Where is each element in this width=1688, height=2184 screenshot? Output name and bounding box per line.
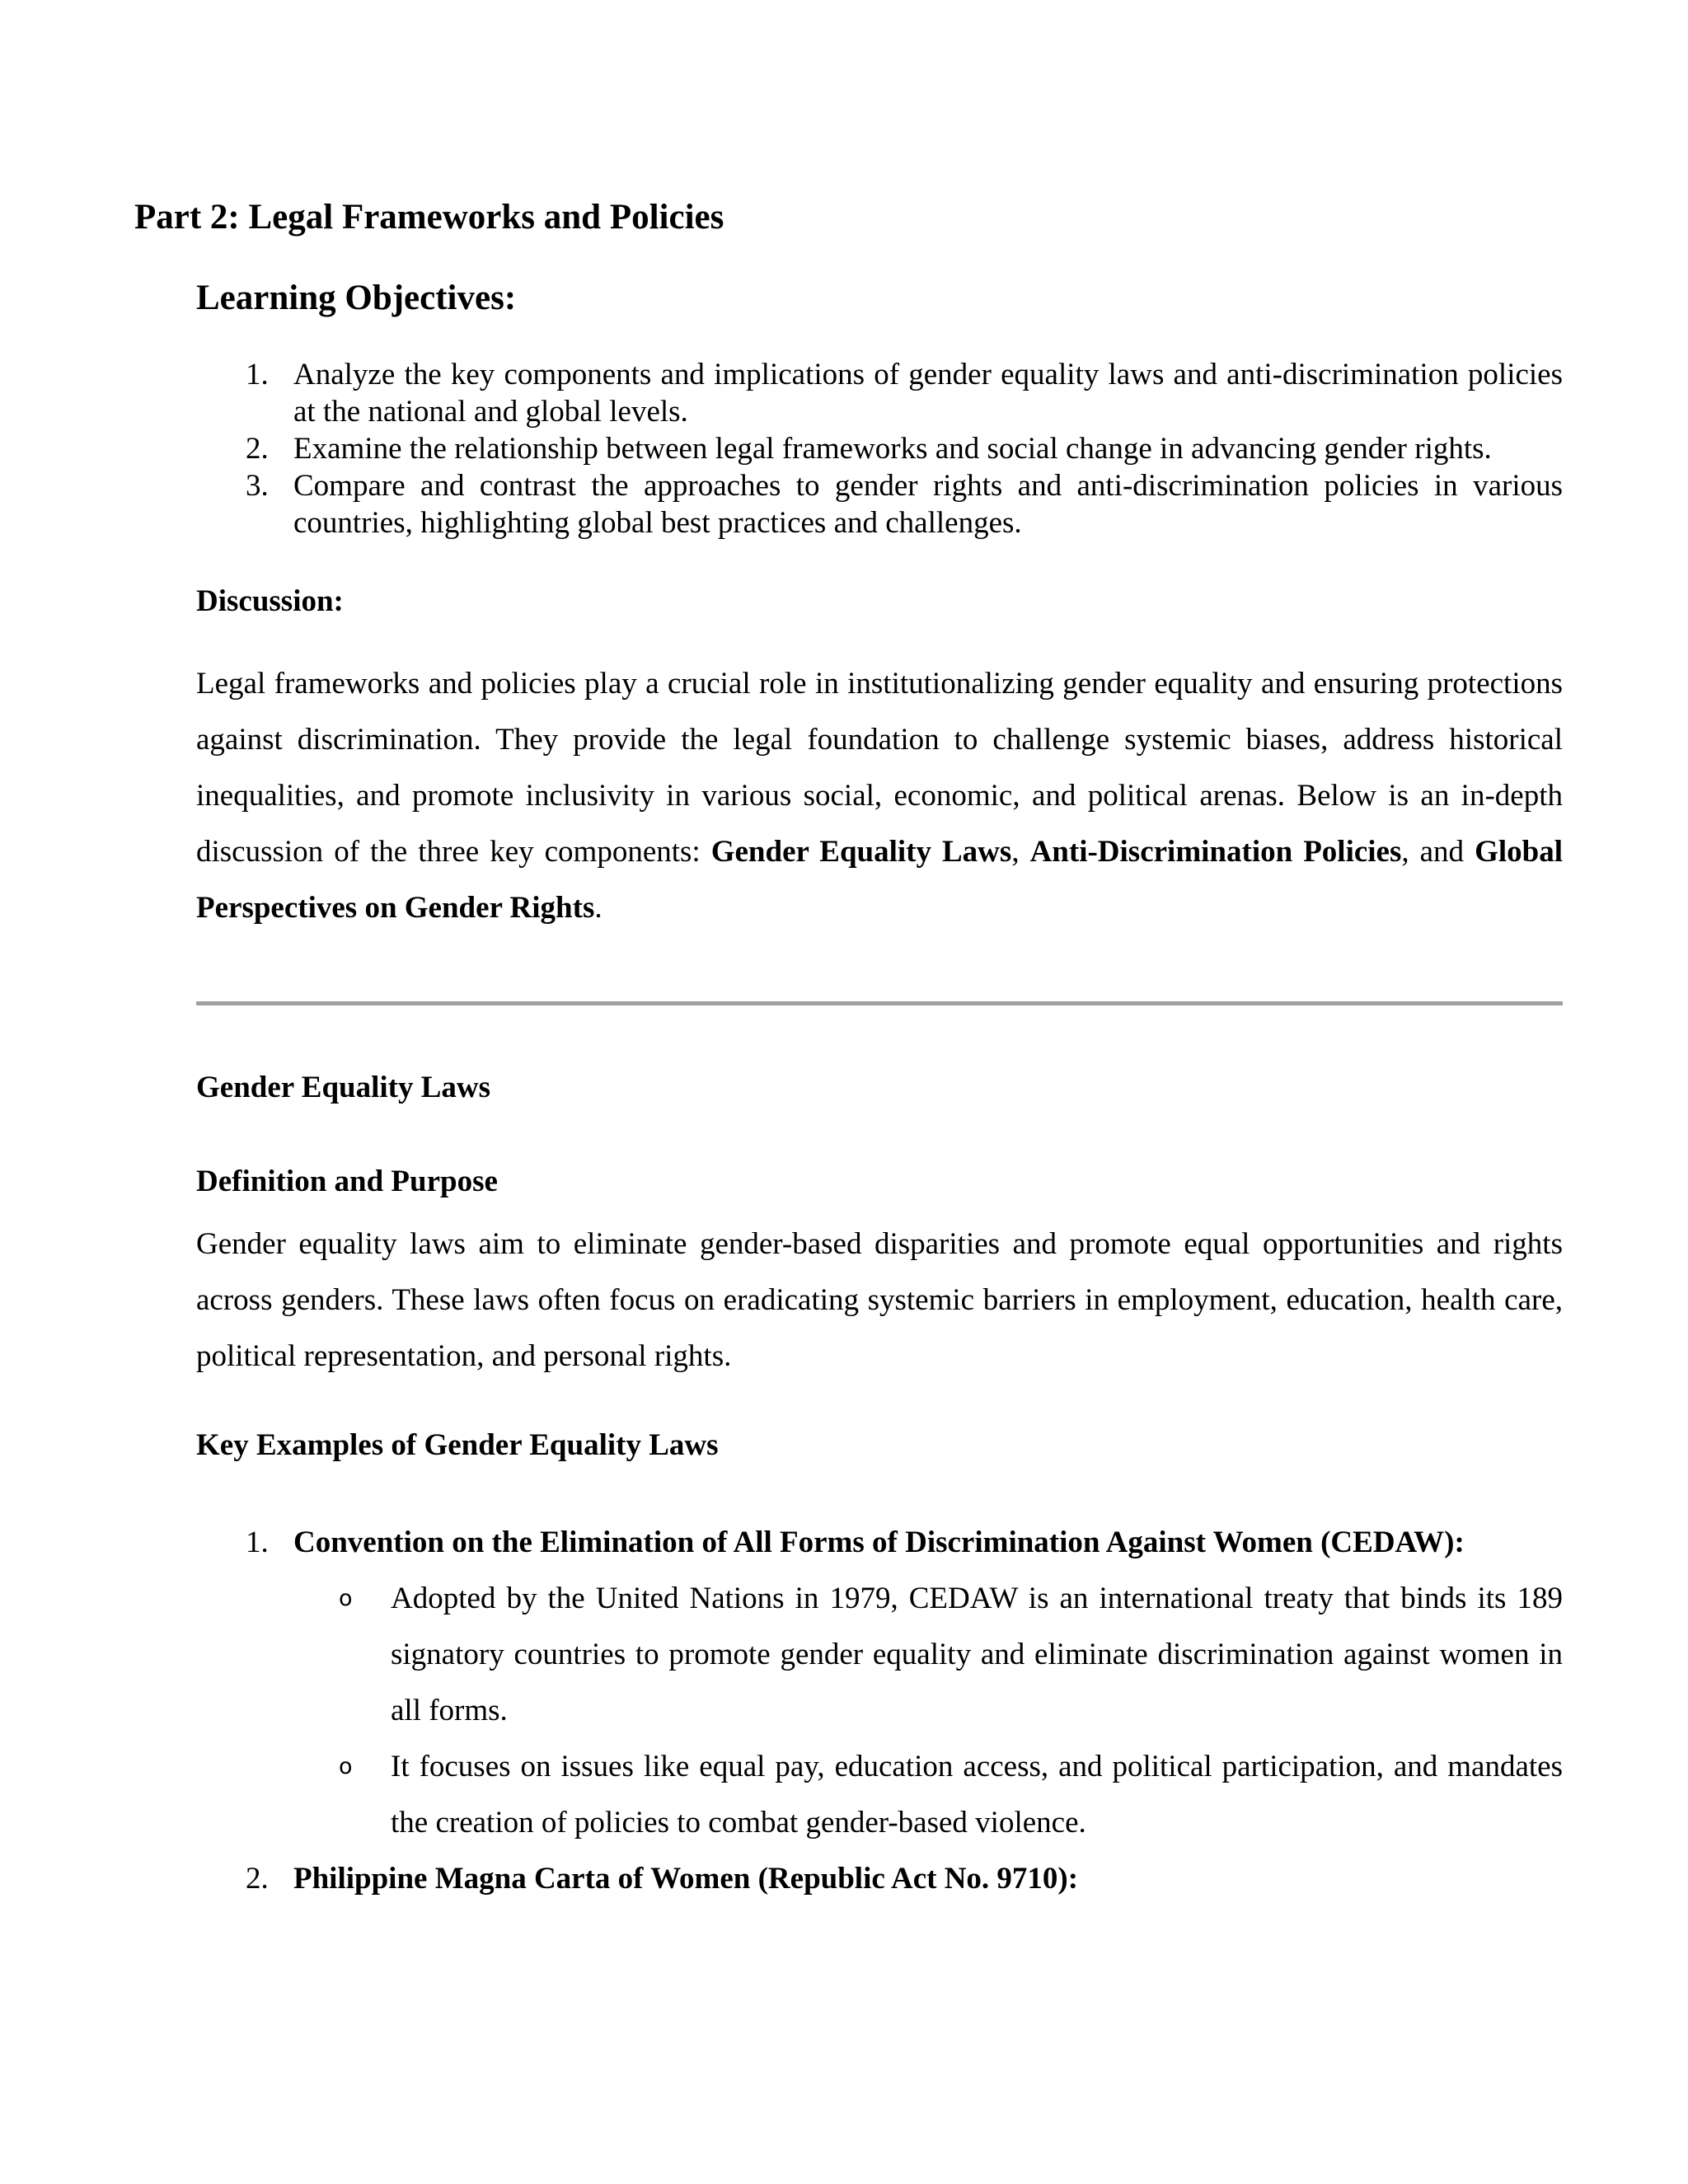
example-title: Convention on the Elimination of All Forms of Discrimination Against Women (CEDAW): [293, 1526, 1465, 1559]
objective-number: 3. [246, 469, 269, 503]
discussion-paragraph [196, 656, 1563, 936]
objective-number: 2. [246, 432, 269, 466]
objective-item [196, 467, 1563, 541]
example-number: 1. [246, 1526, 269, 1559]
example-item [196, 1851, 1563, 1907]
objective-text: Analyze the key components and implications of gender equality laws and anti-discrimination policies at the national and global levels. [293, 358, 1563, 429]
discussion-end-punctuation: . [594, 891, 603, 925]
definition-paragraph: Gender equality laws aim to eliminate gender-based disparities and promote equal opportunities and rights across genders. These laws often focus on eradicating systemic barriers in employment, education, health care, political representation, and personal rights. [196, 1227, 1563, 1373]
objective-item [196, 356, 1563, 430]
objective-number: 1. [246, 358, 269, 391]
section-divider [196, 1001, 1563, 1005]
example-body [293, 1851, 1563, 1907]
hollow-bullet-icon: o [339, 1754, 353, 1779]
example-title: Philippine Magna Carta of Women (Republic Act No. 9710): [293, 1862, 1079, 1896]
section-heading: Gender Equality Laws [196, 1071, 491, 1104]
definition-heading: Definition and Purpose [196, 1165, 498, 1198]
example-item [196, 1515, 1563, 1851]
sub-list-item [293, 1739, 1563, 1851]
examples-heading: Key Examples of Gender Equality Laws [196, 1428, 719, 1462]
objective-text: Examine the relationship between legal frameworks and social change in advancing gender rights. [293, 432, 1492, 466]
sub-list-item [293, 1571, 1563, 1739]
part-title: Part 2: Legal Frameworks and Policies [134, 198, 724, 237]
component-anti-discrimination-policies: Anti-Discrimination Policies [1029, 835, 1402, 869]
sub-list-text: It focuses on issues like equal pay, education access, and political participation, and mandates the creation of policies to combat gender-based violence. [391, 1750, 1563, 1840]
example-number: 2. [246, 1862, 269, 1896]
sub-list-text: Adopted by the United Nations in 1979, CEDAW is an international treaty that binds its 189 signatory countries to promote gender equality and eliminate discrimination against women in all forms. [391, 1582, 1563, 1727]
objective-text: Compare and contrast the approaches to gender rights and anti-discrimination policies in various countries, highlighting global best practices and challenges. [293, 469, 1563, 540]
example-body [293, 1515, 1563, 1851]
objective-item [196, 430, 1563, 467]
discussion-intro-text: Legal frameworks and policies play a crucial role in institutionalizing gender equality and ensuring protections against discrimination. They provide the legal foundation to challenge systemic biases, address historical inequalities, and promote inclusivity in various social, economic, and political arenas. Below is an in-depth discussion of the three key components: [196, 667, 1563, 869]
discussion-heading: Discussion: [196, 584, 344, 618]
examples-list [196, 1515, 1563, 1907]
component-global-perspectives: Global Perspectives on Gender Rights [196, 835, 1563, 925]
hollow-bullet-icon: o [339, 1586, 353, 1611]
discussion-separator: , [1011, 835, 1030, 869]
discussion-separator: , and [1401, 835, 1475, 869]
learning-objectives-list [196, 356, 1563, 541]
learning-objectives-heading: Learning Objectives: [196, 279, 517, 317]
component-gender-equality-laws: Gender Equality Laws [710, 835, 1012, 869]
